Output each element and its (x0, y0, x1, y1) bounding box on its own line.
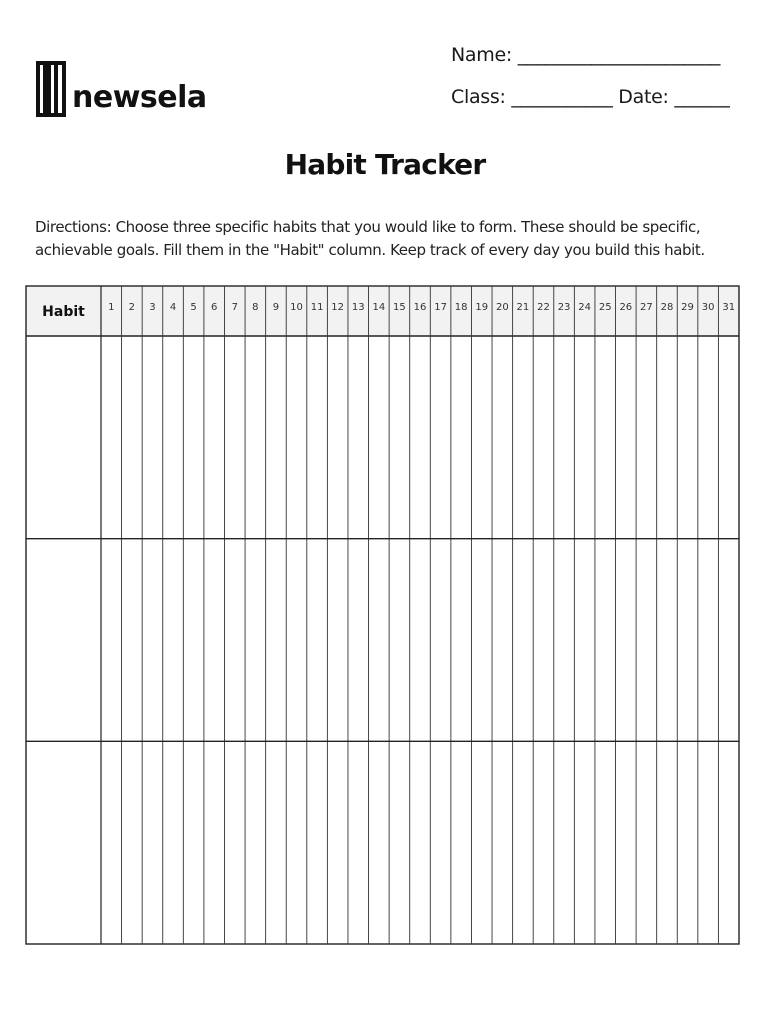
day-cell[interactable] (143, 742, 162, 943)
day-header-6: 6 (211, 302, 218, 313)
day-header-17: 17 (434, 302, 447, 313)
day-cell[interactable] (699, 337, 718, 538)
day-cell[interactable] (184, 540, 203, 741)
day-cell[interactable] (493, 540, 512, 741)
logo-text: newsela (72, 79, 207, 115)
day-cell[interactable] (184, 337, 203, 538)
day-cell[interactable] (637, 337, 656, 538)
day-cell[interactable] (534, 337, 553, 538)
day-header-5: 5 (190, 302, 197, 313)
day-header-10: 10 (290, 302, 303, 313)
day-header-8: 8 (252, 302, 259, 313)
day-cell[interactable] (246, 540, 265, 741)
day-header-13: 13 (351, 302, 365, 313)
day-cell[interactable] (308, 742, 327, 943)
day-cell[interactable] (493, 337, 512, 538)
day-cell[interactable] (658, 742, 677, 943)
day-header-28: 28 (660, 302, 674, 313)
day-cell[interactable] (575, 742, 594, 943)
day-cell[interactable] (267, 742, 286, 943)
day-cell[interactable] (719, 540, 738, 741)
day-cell[interactable] (123, 540, 142, 741)
day-cell[interactable] (658, 337, 677, 538)
day-header-24: 24 (578, 302, 592, 313)
day-cell[interactable] (431, 742, 450, 943)
day-header-26: 26 (619, 302, 633, 313)
habit-column-header: Habit (42, 304, 85, 320)
day-cell[interactable] (205, 742, 224, 943)
day-cell[interactable] (225, 540, 244, 741)
day-header-21: 21 (516, 302, 530, 313)
day-header-4: 4 (169, 302, 177, 313)
habit-cell-2[interactable] (28, 541, 99, 740)
day-header-16: 16 (413, 302, 427, 313)
day-cell[interactable] (370, 337, 389, 538)
day-cell[interactable] (431, 540, 450, 741)
day-cell[interactable] (205, 540, 224, 741)
day-cell[interactable] (575, 337, 594, 538)
day-cell[interactable] (699, 742, 718, 943)
day-cell[interactable] (678, 540, 697, 741)
day-cell[interactable] (514, 540, 533, 741)
day-cell[interactable] (658, 540, 677, 741)
day-header-15: 15 (393, 302, 406, 313)
day-cell[interactable] (184, 742, 203, 943)
day-header-27: 27 (640, 302, 653, 313)
day-cell[interactable] (452, 540, 471, 741)
day-cell[interactable] (225, 742, 244, 943)
day-header-25: 25 (598, 302, 612, 313)
day-header-22: 22 (537, 302, 550, 313)
day-cell[interactable] (534, 742, 553, 943)
day-header-30: 30 (701, 302, 715, 313)
day-cell[interactable] (349, 540, 368, 741)
day-cell[interactable] (328, 540, 347, 741)
day-cell[interactable] (328, 742, 347, 943)
day-header-23: 23 (557, 302, 571, 313)
day-cell[interactable] (246, 337, 265, 538)
day-header-14: 14 (372, 302, 386, 313)
day-cell[interactable] (164, 337, 183, 538)
day-cell[interactable] (411, 540, 430, 741)
day-cell[interactable] (596, 337, 615, 538)
day-cell[interactable] (596, 540, 615, 741)
day-cell[interactable] (287, 742, 306, 943)
day-header-29: 29 (681, 302, 694, 313)
day-cell[interactable] (411, 742, 430, 943)
day-cell[interactable] (493, 742, 512, 943)
day-header-7: 7 (231, 302, 238, 313)
day-header-11: 11 (310, 302, 324, 313)
day-cell[interactable] (390, 742, 409, 943)
day-cell[interactable] (370, 742, 389, 943)
day-cell[interactable] (308, 540, 327, 741)
habit-cell-1[interactable] (28, 338, 99, 537)
day-cell[interactable] (617, 540, 636, 741)
day-cell[interactable] (472, 337, 491, 538)
day-cell[interactable] (575, 540, 594, 741)
day-cell[interactable] (637, 540, 656, 741)
day-header-1: 1 (108, 302, 115, 313)
day-cell[interactable] (472, 540, 491, 741)
day-cell[interactable] (123, 742, 142, 943)
day-cell[interactable] (719, 742, 738, 943)
day-cell[interactable] (143, 337, 162, 538)
day-cell[interactable] (617, 337, 636, 538)
day-cell[interactable] (719, 337, 738, 538)
day-cell[interactable] (390, 337, 409, 538)
name-field[interactable]: Name: ______________________ (451, 44, 721, 66)
day-cell[interactable] (287, 540, 306, 741)
directions-text: Directions: Choose three specific habits that you would like to form. These should be specific, achievable goals. Fill them in the "Habit" column. Keep track of every day you build this habit. (35, 218, 705, 259)
day-header-20: 20 (495, 302, 509, 313)
day-cell[interactable] (390, 540, 409, 741)
day-cell[interactable] (699, 540, 718, 741)
day-cell[interactable] (349, 337, 368, 538)
day-header-18: 18 (454, 302, 468, 313)
day-header-31: 31 (722, 302, 736, 313)
day-header-12: 12 (331, 302, 345, 313)
day-cell[interactable] (555, 742, 574, 943)
day-cell[interactable] (164, 540, 183, 741)
day-cell[interactable] (308, 337, 327, 538)
day-cell[interactable] (370, 540, 389, 741)
day-cell[interactable] (267, 540, 286, 741)
day-cell[interactable] (205, 337, 224, 538)
day-header-2: 2 (128, 302, 136, 313)
day-cell[interactable] (514, 742, 533, 943)
day-header-19: 19 (475, 302, 489, 313)
day-cell[interactable] (102, 337, 121, 538)
habit-cell-3[interactable] (28, 743, 99, 942)
day-cell[interactable] (143, 540, 162, 741)
day-cell[interactable] (555, 540, 574, 741)
day-cell[interactable] (678, 337, 697, 538)
day-cell[interactable] (102, 540, 121, 741)
class-date-field[interactable]: Class: ___________ Date: ______ (451, 86, 730, 108)
day-cell[interactable] (328, 337, 347, 538)
day-cell[interactable] (452, 742, 471, 943)
day-cell[interactable] (349, 742, 368, 943)
day-cell[interactable] (164, 742, 183, 943)
day-cell[interactable] (472, 742, 491, 943)
day-header-9: 9 (272, 302, 280, 313)
day-cell[interactable] (534, 540, 553, 741)
day-cell[interactable] (102, 742, 121, 943)
day-cell[interactable] (246, 742, 265, 943)
day-cell[interactable] (287, 337, 306, 538)
day-header-3: 3 (149, 302, 156, 313)
day-cell[interactable] (637, 742, 656, 943)
day-cell[interactable] (411, 337, 430, 538)
day-cell[interactable] (431, 337, 450, 538)
day-cell[interactable] (514, 337, 533, 538)
day-cell[interactable] (596, 742, 615, 943)
day-cell[interactable] (225, 337, 244, 538)
page-title: Habit Tracker (284, 148, 486, 181)
day-cell[interactable] (267, 337, 286, 538)
day-cell[interactable] (123, 337, 142, 538)
day-cell[interactable] (678, 742, 697, 943)
day-cell[interactable] (555, 337, 574, 538)
day-cell[interactable] (617, 742, 636, 943)
day-cell[interactable] (452, 337, 471, 538)
